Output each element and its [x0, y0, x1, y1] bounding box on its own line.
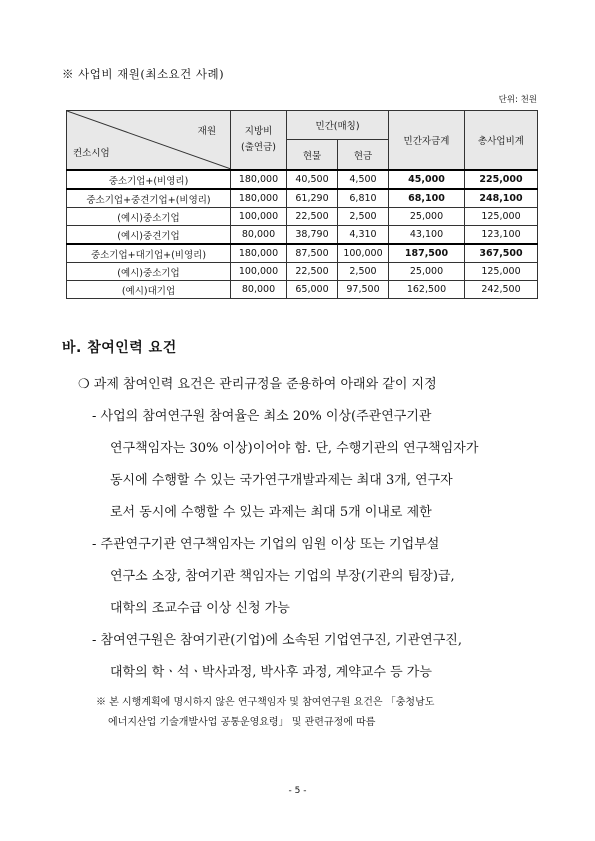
header-funding-source: 재원: [197, 126, 216, 137]
row-value-cell: 225,000: [465, 170, 538, 189]
header-grand-total: 총사업비계: [465, 111, 538, 171]
row-value-cell: 4,310: [338, 226, 389, 245]
row-consortium-cell: (예시)중소기업: [67, 208, 231, 226]
table-row: [67, 208, 538, 226]
row-value-cell: 4,500: [338, 170, 389, 189]
diagonal-header-cell: [67, 111, 231, 171]
row-consortium-cell: (예시)중소기업: [67, 263, 231, 281]
row-value-cell: 22,500: [287, 263, 338, 281]
row-value-cell: 65,000: [287, 281, 338, 299]
row-value-cell: 25,000: [389, 208, 465, 226]
table-row: [67, 170, 538, 189]
table-row: [67, 189, 538, 208]
header-consortium: 컨소시엄: [73, 148, 110, 159]
body-line: - 사업의 참여연구원 참여율은 최소 20% 이상(주관연구기관: [92, 409, 432, 424]
header-in-kind: 현물: [287, 140, 338, 170]
row-value-cell: 61,290: [287, 189, 338, 208]
table-caption: ※ 사업비 재원(최소요건 사례): [62, 67, 225, 81]
header-private-total: 민간자금계: [389, 111, 465, 171]
note-line: 에너지산업 기술개발사업 공통운영요령」 및 관련규정에 따름: [108, 717, 376, 728]
body-line: - 주관연구기관 연구책임자는 기업의 임원 이상 또는 기업부설: [92, 537, 440, 552]
body-line: 연구책임자는 30% 이상)이어야 함. 단, 수행기관의 연구책임자가: [110, 441, 479, 456]
table-row: [67, 281, 538, 299]
row-value-cell: 97,500: [338, 281, 389, 299]
row-value-cell: 242,500: [465, 281, 538, 299]
row-value-cell: 2,500: [338, 263, 389, 281]
row-value-cell: 2,500: [338, 208, 389, 226]
row-value-cell: 80,000: [231, 281, 287, 299]
header-local-gov: 지방비 (출연금): [231, 111, 287, 171]
funding-table: [66, 110, 538, 299]
body-line: - 참여연구원은 참여기관(기업)에 소속된 기업연구진, 기관연구진,: [92, 633, 462, 648]
row-value-cell: 38,790: [287, 226, 338, 245]
row-value-cell: 100,000: [231, 208, 287, 226]
row-value-cell: 6,810: [338, 189, 389, 208]
note-line: ※ 본 시행계획에 명시하지 않은 연구책임자 및 참여연구원 요건은 「충청남도: [96, 697, 435, 708]
body-line: 연구소 소장, 참여기관 책임자는 기업의 부장(기관의 팀장)급,: [110, 569, 455, 584]
row-value-cell: 125,000: [465, 263, 538, 281]
row-value-cell: 180,000: [231, 170, 287, 189]
body-line: 대학의 조교수급 이상 신청 가능: [110, 601, 290, 616]
row-consortium-cell: (예시)대기업: [67, 281, 231, 299]
row-value-cell: 87,500: [287, 244, 338, 263]
row-value-cell: 125,000: [465, 208, 538, 226]
body-line: 동시에 수행할 수 있는 국가연구개발과제는 최대 3개, 연구자: [110, 473, 453, 488]
table-row: [67, 244, 538, 263]
row-value-cell: 40,500: [287, 170, 338, 189]
section-heading: 바. 참여인력 요건: [62, 340, 177, 356]
header-cash: 현금: [338, 140, 389, 170]
row-value-cell: 100,000: [338, 244, 389, 263]
row-value-cell: 123,100: [465, 226, 538, 245]
diagonal-line: [67, 111, 231, 169]
body-line: 로서 동시에 수행할 수 있는 과제는 최대 5개 이내로 제한: [110, 505, 432, 520]
row-value-cell: 162,500: [389, 281, 465, 299]
row-consortium-cell: 중소기업+중견기업+(비영리): [67, 189, 231, 208]
row-consortium-cell: 중소기업+(비영리): [67, 170, 231, 189]
body-line: 대학의 학ㆍ석ㆍ박사과정, 박사후 과정, 계약교수 등 가능: [110, 665, 432, 680]
row-value-cell: 25,000: [389, 263, 465, 281]
row-value-cell: 248,100: [465, 189, 538, 208]
unit-label: 단위: 천원: [498, 95, 537, 105]
row-value-cell: 187,500: [389, 244, 465, 263]
row-consortium-cell: (예시)중견기업: [67, 226, 231, 245]
row-value-cell: 68,100: [389, 189, 465, 208]
row-value-cell: 100,000: [231, 263, 287, 281]
row-value-cell: 367,500: [465, 244, 538, 263]
page-number: - 5 -: [288, 786, 307, 796]
header-private-matching: 민간(매칭): [287, 111, 389, 140]
table-body: [67, 170, 538, 299]
row-value-cell: 180,000: [231, 244, 287, 263]
row-value-cell: 45,000: [389, 170, 465, 189]
row-value-cell: 80,000: [231, 226, 287, 245]
row-value-cell: 180,000: [231, 189, 287, 208]
table-row: [67, 263, 538, 281]
table-row: [67, 226, 538, 245]
row-consortium-cell: 중소기업+대기업+(비영리): [67, 244, 231, 263]
row-value-cell: 43,100: [389, 226, 465, 245]
body-line: ❍ 과제 참여인력 요건은 관리규정을 준용하여 아래와 같이 지정: [78, 377, 437, 392]
row-value-cell: 22,500: [287, 208, 338, 226]
